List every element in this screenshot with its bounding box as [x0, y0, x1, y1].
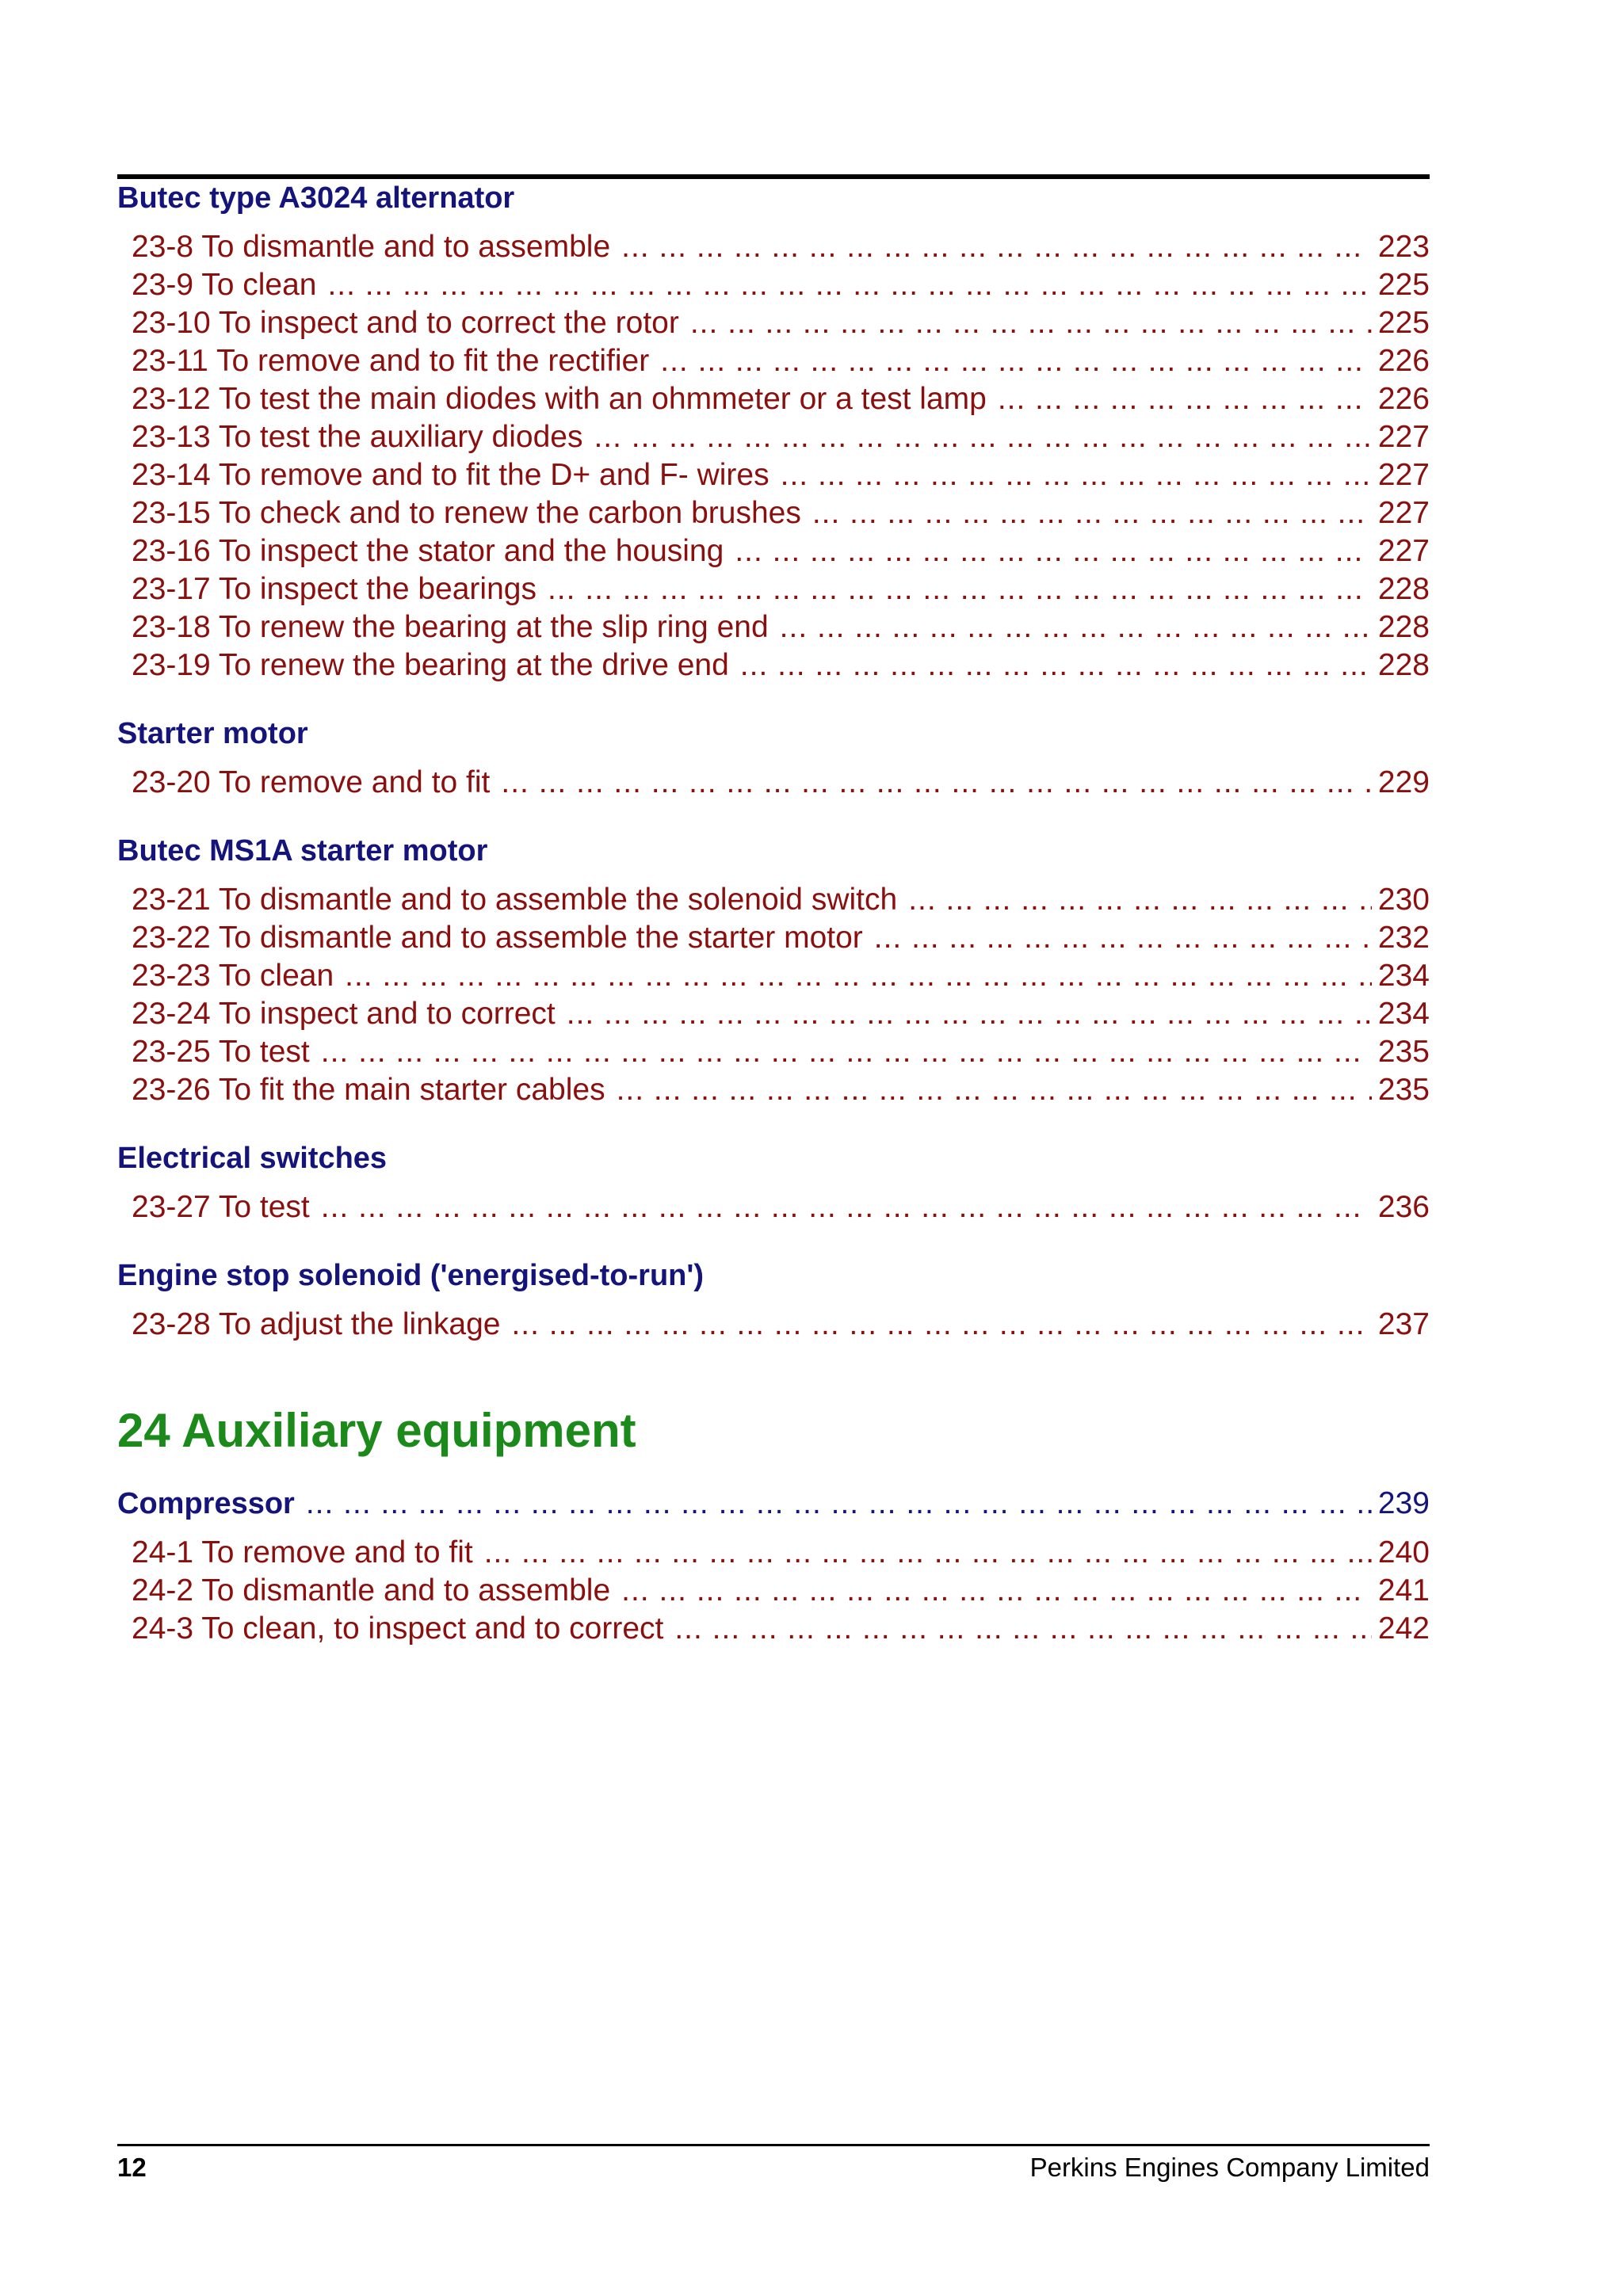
toc-entry[interactable] — [132, 1188, 1430, 1226]
toc-entry[interactable] — [132, 1572, 1430, 1610]
toc-entry[interactable] — [132, 1033, 1430, 1071]
toc-entry-page: 230 — [1377, 883, 1430, 917]
compressor-entries — [117, 1534, 1430, 1648]
toc-entry-page: 242 — [1377, 1611, 1430, 1646]
leader-dots — [321, 1188, 1372, 1226]
toc-entry-title: 23-22 To dismantle and to assemble the starter motor — [132, 921, 863, 955]
toc-entry-page: 240 — [1377, 1535, 1430, 1569]
toc-section — [117, 830, 1430, 1109]
toc-entry-page: 226 — [1377, 382, 1430, 416]
footer-page-number: 12 — [117, 2153, 147, 2182]
toc-entry-page: 227 — [1377, 420, 1430, 454]
toc-entry-page: 225 — [1377, 268, 1430, 302]
toc-entry-page: 232 — [1377, 921, 1430, 955]
toc-entry-title: 23-27 To test — [132, 1190, 310, 1224]
toc-section — [117, 1138, 1430, 1226]
toc-entry[interactable] — [132, 494, 1430, 532]
toc-entry-page: 225 — [1377, 306, 1430, 340]
toc-section — [117, 1255, 1430, 1344]
toc-entry-title: 23-8 To dismantle and to assemble — [132, 230, 611, 264]
leader-dots — [501, 764, 1372, 802]
toc-entry-page: 227 — [1377, 458, 1430, 492]
toc-section — [117, 713, 1430, 802]
chapter-title: 24 Auxiliary equipment — [117, 1404, 636, 1457]
toc-section — [117, 177, 1430, 685]
toc-entry-page: 236 — [1377, 1190, 1430, 1224]
footer-company: Perkins Engines Company Limited — [1029, 2153, 1430, 2182]
leader-dots — [484, 1534, 1372, 1572]
toc-entry[interactable] — [132, 1306, 1430, 1344]
leader-dots — [321, 1033, 1372, 1071]
leader-dots — [621, 228, 1372, 266]
toc-entry[interactable] — [132, 418, 1430, 456]
toc-entry-page: 229 — [1377, 765, 1430, 799]
section-title[interactable]: Butec type A3024 alternator — [117, 181, 515, 215]
toc-entry[interactable] — [132, 881, 1430, 919]
leader-dots — [740, 646, 1372, 685]
toc-entry-page: 235 — [1377, 1073, 1430, 1107]
section-page-number: 239 — [1377, 1486, 1430, 1520]
toc-entry-title: 23-28 To adjust the linkage — [132, 1307, 501, 1341]
toc-entry[interactable] — [132, 1534, 1430, 1572]
toc-entry-title: 24-3 To clean, to inspect and to correct — [132, 1611, 664, 1646]
toc-entry[interactable] — [132, 342, 1430, 380]
leader-dots — [617, 1071, 1372, 1109]
toc-entry[interactable] — [132, 266, 1430, 304]
leader-dots — [548, 570, 1372, 608]
section-entries — [117, 764, 1430, 802]
leader-dots — [812, 494, 1372, 532]
toc-entry-title: 23-25 To test — [132, 1035, 310, 1069]
toc-entry-title: 23-16 To inspect the stator and the housing — [132, 534, 724, 568]
leader-dots — [735, 532, 1372, 570]
toc-entry-title: 23-13 To test the auxiliary diodes — [132, 420, 583, 454]
toc-entry-page: 228 — [1377, 648, 1430, 682]
page-footer — [117, 2149, 1430, 2187]
leader-dots — [908, 881, 1372, 919]
toc-entry-title: 23-12 To test the main diodes with an ohmmeter or a test lamp — [132, 382, 987, 416]
toc-entry[interactable] — [132, 919, 1430, 957]
leader-dots — [594, 418, 1371, 456]
toc-entry-title: 23-17 To inspect the bearings — [132, 572, 537, 606]
toc-entry-title: 23-24 To inspect and to correct — [132, 997, 556, 1031]
compressor-heading-row[interactable] — [117, 1483, 1430, 1524]
toc-entry-page: 237 — [1377, 1307, 1430, 1341]
section-entries — [117, 881, 1430, 1109]
leader-dots — [306, 1486, 1372, 1521]
toc-entry-title: 23-14 To remove and to fit the D+ and F- wires — [132, 458, 769, 492]
toc-entry-title: 23-21 To dismantle and to assemble the solenoid switch — [132, 883, 898, 917]
toc-entry-title: 23-18 To renew the bearing at the slip ring end — [132, 610, 769, 644]
leader-dots — [690, 304, 1372, 342]
toc-entry-page: 223 — [1377, 230, 1430, 264]
toc-entry[interactable] — [132, 764, 1430, 802]
leader-dots — [874, 919, 1372, 957]
toc-content — [117, 177, 1430, 1676]
toc-entry-title: 24-2 To dismantle and to assemble — [132, 1573, 611, 1608]
toc-entry-page: 235 — [1377, 1035, 1430, 1069]
toc-entry-page: 228 — [1377, 610, 1430, 644]
section-title-compressor: Compressor — [117, 1487, 295, 1520]
toc-entry-title: 23-11 To remove and to fit the rectifier — [132, 344, 650, 378]
section-title[interactable]: Electrical switches — [117, 1142, 388, 1175]
toc-entry-page: 241 — [1377, 1573, 1430, 1608]
leader-dots — [567, 995, 1372, 1033]
leader-dots — [327, 266, 1371, 304]
leader-dots — [780, 608, 1372, 646]
toc-entry[interactable] — [132, 532, 1430, 570]
leader-dots — [345, 957, 1372, 995]
toc-entry[interactable] — [132, 228, 1430, 266]
section-entries — [117, 1306, 1430, 1344]
leader-dots — [998, 380, 1372, 418]
toc-entry-title: 24-1 To remove and to fit — [132, 1535, 473, 1569]
toc-entry[interactable] — [132, 456, 1430, 494]
section-entries — [117, 228, 1430, 685]
leader-dots — [781, 456, 1372, 494]
toc-entry-title: 23-9 To clean — [132, 268, 317, 302]
section-title[interactable]: Engine stop solenoid ('energised-to-run') — [117, 1259, 705, 1292]
toc-entry-page: 234 — [1377, 997, 1430, 1031]
leader-dots — [674, 1610, 1372, 1648]
leader-dots — [511, 1306, 1371, 1344]
toc-entry[interactable] — [132, 1610, 1430, 1648]
toc-entry[interactable] — [132, 304, 1430, 342]
toc-entry-title: 23-15 To check and to renew the carbon brushes — [132, 496, 801, 530]
toc-entry[interactable] — [132, 646, 1430, 685]
toc-entry-page: 234 — [1377, 959, 1430, 993]
toc-entry-page: 227 — [1377, 496, 1430, 530]
bottom-rule — [117, 2144, 1430, 2146]
toc-entry-title: 23-10 To inspect and to correct the rotor — [132, 306, 679, 340]
toc-entry-title: 23-19 To renew the bearing at the drive end — [132, 648, 729, 682]
toc-entry[interactable] — [132, 608, 1430, 646]
section-entries — [117, 1188, 1430, 1226]
section-title[interactable]: Butec MS1A starter motor — [117, 834, 488, 868]
toc-entry-page: 228 — [1377, 572, 1430, 606]
sections-list — [117, 177, 1430, 1344]
toc-entry[interactable] — [132, 570, 1430, 608]
compressor-section — [117, 1483, 1430, 1648]
toc-entry[interactable] — [132, 957, 1430, 995]
toc-entry[interactable] — [132, 380, 1430, 418]
section-title[interactable]: Starter motor — [117, 717, 308, 750]
toc-entry-title: 23-20 To remove and to fit — [132, 765, 491, 799]
toc-entry-title: 23-26 To fit the main starter cables — [132, 1073, 605, 1107]
toc-entry-page: 227 — [1377, 534, 1430, 568]
toc-entry-page: 226 — [1377, 344, 1430, 378]
leader-dots — [621, 1572, 1372, 1610]
toc-entry[interactable] — [132, 995, 1430, 1033]
leader-dots — [660, 342, 1372, 380]
toc-entry[interactable] — [132, 1071, 1430, 1109]
toc-entry-title: 23-23 To clean — [132, 959, 334, 993]
